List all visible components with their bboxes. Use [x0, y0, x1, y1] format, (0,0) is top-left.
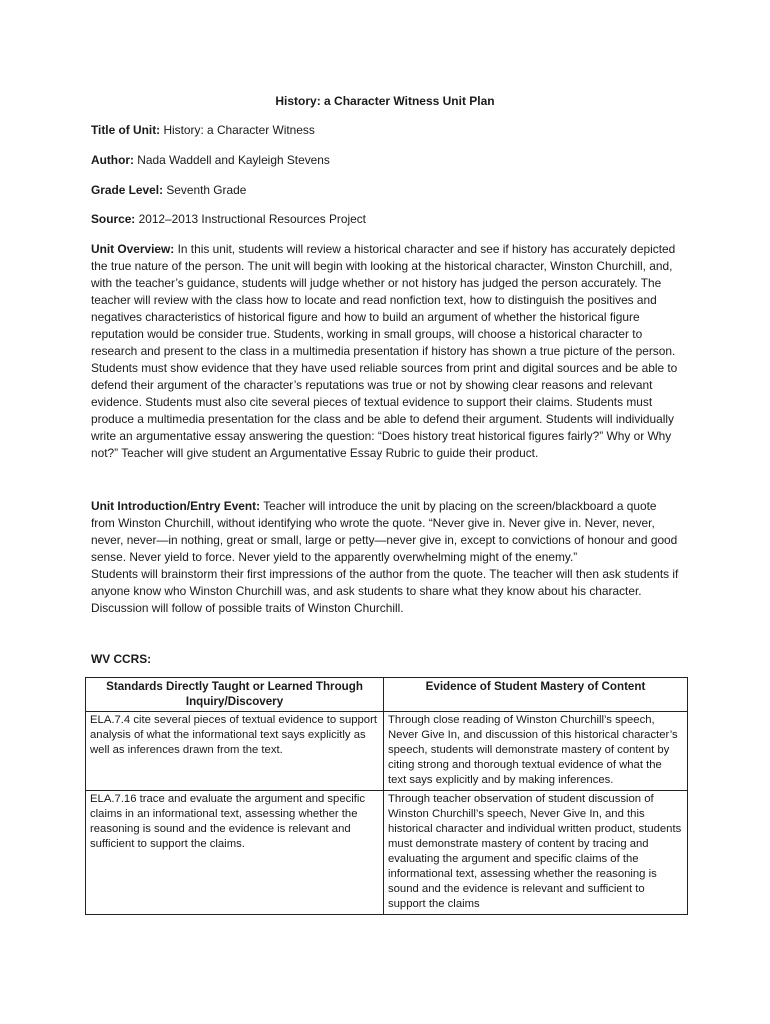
- wv-ccrs-label: WV CCRS:: [91, 652, 152, 666]
- source-label: Source:: [91, 212, 136, 226]
- standard-cell: ELA.7.16 trace and evaluate the argument and specific claims in an informational text, assessing whether the reasoning is sound and the evidence is relevant and sufficient to support the claims.: [86, 791, 384, 915]
- evidence-cell: Through teacher observation of student discussion of Winston Churchill’s speech, Never Give In, and this historical character and individual written product, students must demonstrate mastery of content by tracing and evaluating the argument and specific claims of the informational text, assessing whether the reasoning is sound and the evidence is relevant and sufficient to support the claims: [384, 791, 688, 915]
- unit-overview-label: Unit Overview:: [91, 242, 175, 256]
- grade-level-field: [91, 182, 691, 199]
- evidence-cell: Through close reading of Winston Churchill’s speech, Never Give In, and discussion of this historical character’s speech, students will demonstrate mastery of content by citing strong and thorough textual evidence of what the text says explicitly and by making inferences.: [384, 712, 688, 791]
- table-row: [86, 791, 688, 915]
- grade-level-label: Grade Level:: [91, 183, 164, 197]
- table-header-row: [86, 678, 688, 712]
- standards-column-header: Standards Directly Taught or Learned Through Inquiry/Discovery: [86, 678, 384, 712]
- document-title: History: a Character Witness Unit Plan: [275, 94, 495, 108]
- unit-introduction-label: Unit Introduction/Entry Event:: [91, 499, 261, 513]
- grade-level-value: Seventh Grade: [166, 183, 247, 197]
- unit-overview-text: In this unit, students will review a historical character and see if history has accurately depicted the true nature of the person. The unit will begin with looking at the historical character, Winston Churchill, and, with the teacher’s guidance, students will judge whether or not history has judged the person accurately. The teacher will review with the class how to locate and read nonfiction text, how to distinguish the positives and negatives characteristics of historical figure and how to build an argument of whether the historical figure reputation would be consider true. Students, working in small groups, will choose a historical character to research and present to the class in a multimedia presentation if history has shown a true picture of the person. Students must show evidence that they have used reliable sources from print and digital sources and be able to defend their argument of the character’s reputations was true or not by showing clear reasons and relevant evidence. Students must also cite several pieces of textual evidence to support their claims. Students must produce a multimedia presentation for the class and be able to defend their argument. Students will individually write an argumentative essay answering the question: “Does history treat historical figures fairly?” Why or Why not?” Teacher will give student an Argumentative Essay Rubric to guide their product.: [91, 242, 678, 460]
- author-label: Author:: [91, 153, 134, 167]
- standards-table: [85, 677, 688, 915]
- source-value: 2012–2013 Instructional Resources Project: [138, 212, 366, 226]
- author-field: [91, 152, 691, 169]
- table-row: [86, 712, 688, 791]
- evidence-column-header: Evidence of Student Mastery of Content: [384, 678, 688, 712]
- unit-title-field: [91, 122, 691, 139]
- unit-introduction-text: Teacher will introduce the unit by placing on the screen/blackboard a quote from Winston Churchill, without identifying who wrote the quote. “Never give in. Never give in. Never, never, never, never—in nothing, great or small, large or petty—never give in, except to convictions of honour and good sense. Never yield to force. Never yield to the apparently overwhelming might of the enemy.”: [91, 499, 678, 564]
- unit-introduction-text-2: Students will brainstorm their first impressions of the author from the quote. The teacher will then ask students if anyone know who Winston Churchill was, and ask students to share what they know about his character. Discussion will follow of possible traits of Winston Churchill.: [91, 567, 679, 615]
- source-field: [91, 211, 691, 228]
- standard-cell: ELA.7.4 cite several pieces of textual evidence to support analysis of what the informational text says explicitly as well as inferences drawn from the text.: [86, 712, 384, 791]
- unit-overview: [91, 241, 681, 462]
- author-value: Nada Waddell and Kayleigh Stevens: [137, 153, 330, 167]
- unit-title-value: History: a Character Witness: [163, 123, 315, 137]
- unit-title-label: Title of Unit:: [91, 123, 161, 137]
- unit-introduction: [91, 498, 681, 617]
